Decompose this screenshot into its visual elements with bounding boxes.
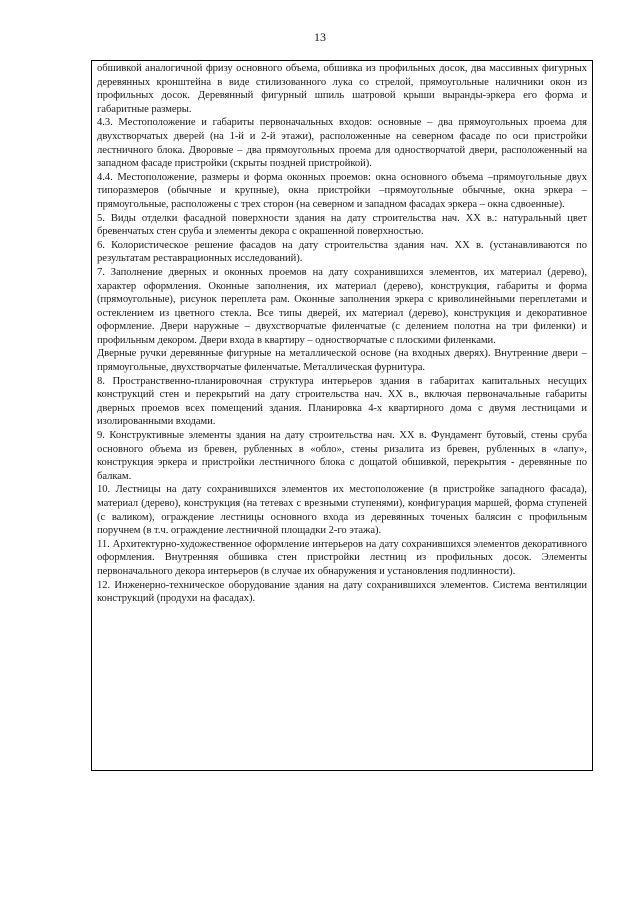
paragraph-7: 7. Заполнение дверных и оконных проемов на дату сохранившихся элементов, их материал (дерево), характер оформления. Оконные заполнения, их материал (дерево), конструкция, габариты и форма (прямоугольные), рисунок переплета рам. Оконные заполнения эркера с криволинейными переплетами и остеклением из цветного стекла. Все типы дверей, их материал (дерево), конструкция и декоративное оформление. Двери наружные – двухстворчатые филенчатые (с делением полотна на три филенки) и профильным декором. Двери входа в квартиру – одностворчатые с плоскими филенками. — [97, 266, 587, 346]
paragraph-6: 6. Колористическое решение фасадов на дату строительства здания нач. XX в. (устанавливаются по результатам реставрационных исследований). — [97, 239, 587, 265]
paragraph-8: 8. Пространственно-планировочная структура интерьеров здания в габаритах капитальных несущих конструкций стен и перекрытий на дату строительства нач. XX в., включая первоначальные габариты дверных проемов всех помещений здания. Планировка 4-х квартирного дома с двумя лестницами и изолированными входами. — [97, 375, 587, 428]
paragraph-continuation: обшивкой аналогичной фризу основного объема, обшивка из профильных досок, два массивных фигурных деревянных кронштейна в виде стилизованного лука со стрелой, прямоугольные наличники окон из профильных досок. Деревянный фигурный шпиль шатровой крыши выранды-эркера его форма и габаритные размеры. — [97, 63, 587, 115]
paragraph-5: 5. Виды отделки фасадной поверхности здания на дату строительства нач. XX в.: натуральный цвет бревенчатых стен сруба и элементы декора с окрашенной поверхностью. — [97, 212, 587, 238]
paragraph-10: 10. Лестницы на дату сохранившихся элементов их местоположение (в пристройке западного фасада), материал (дерево), конструкция (на тетевах с врезными ступенями), конфигурация маршей, форма ступеней (с валиком), ограждение лестницы основного входа из деревянных точеных балясин с профильным поручнем (в т.ч. ограждение лестничной площадки 2-го этажа). — [97, 484, 587, 537]
paragraph-9: 9. Конструктивные элементы здания на дату строительства нач. XX в. Фундамент бутовый, стены сруба основного объема из бревен, рубленных в «обло», стены ризалита из бревен, рубленных в «лапу», конструкция эркера и пристройки лестничного блока с дощатой обшивкой, перекрытия - деревянные по балкам. — [97, 430, 587, 482]
text-frame — [91, 60, 593, 771]
paragraph-12: 12. Инженерно-техническое оборудование здания на дату сохранившихся элементов. Система вентиляции конструкций (продухи на фасадах). — [97, 579, 587, 605]
paragraph-4-3: 4.3. Местоположение и габариты первоначальных входов: основные – два прямоугольных проема для двухстворчатых дверей (на 1-й и 2-й этажи), расположенные на северном фасаде по оси пристройки лестничного блока. Дворовые – два прямоугольных проема для одностворчатой двери, расположенный на западном фасаде пристройки (скрыты поздней пристройкой). — [97, 117, 587, 170]
paragraph-11: 11. Архитектурно-художественное оформление интерьеров на дату сохранившихся элементов декоративного оформления. Внутренняя обшивка стен пристройки лестниц из профильных досок. Элементы первоначального декора интерьеров (в случае их обнаружения и установления подлинности). — [97, 538, 587, 577]
paragraph-4-4: 4.4. Местоположение, размеры и форма оконных проемов: окна основного объема –прямоугольные двух типоразмеров (обычные и крупные), окна пристройки –прямоугольные обычные, окна эркера – прямоугольные, расположены с трех сторон (на северном и западном фасадах эркера – окна сдвоенные). — [97, 171, 587, 210]
paragraph-7-continued: Дверные ручки деревянные фигурные на металлической основе (на входных дверях). Внутренние двери – прямоугольные, двухстворчатые филенчатые. Металлическая фурнитура. — [97, 348, 587, 374]
page-number: 13 — [314, 30, 326, 44]
